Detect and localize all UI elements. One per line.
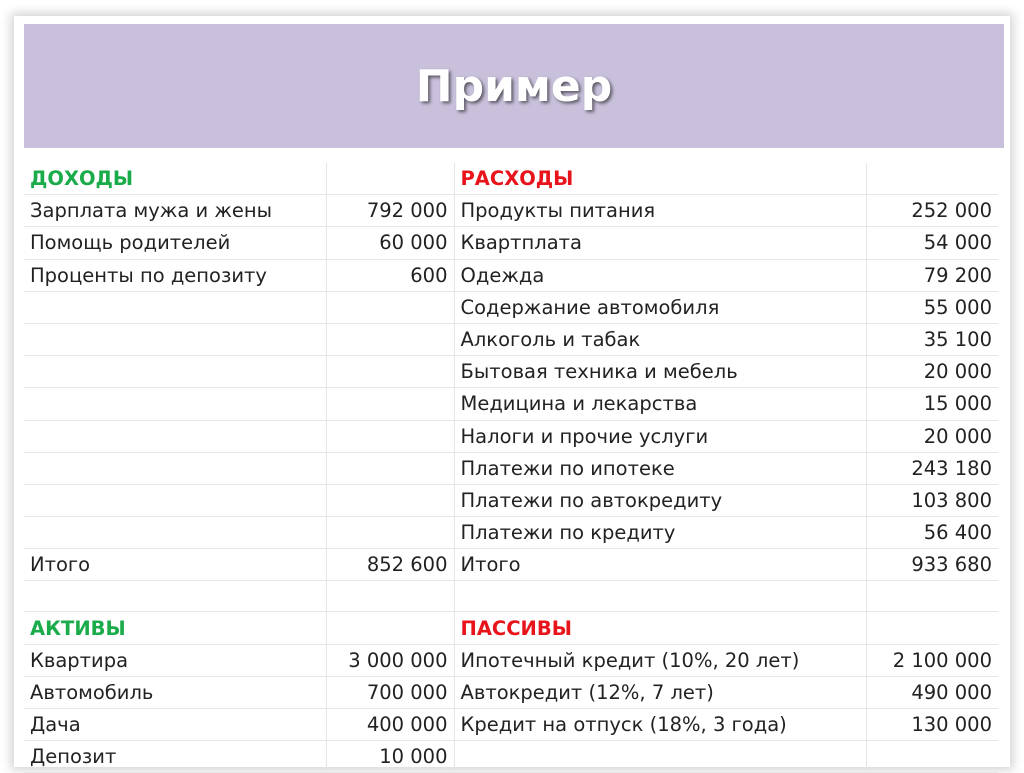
expense-label: Содержание автомобиля — [454, 291, 866, 323]
table-row — [24, 676, 998, 708]
table-row — [24, 291, 998, 323]
expense-value: 252 000 — [866, 195, 998, 227]
expense-value: 35 100 — [866, 323, 998, 355]
table-row — [24, 741, 998, 773]
table-row — [24, 356, 998, 388]
table-row — [24, 259, 998, 291]
expenses-header: РАСХОДЫ — [454, 163, 866, 195]
liability-label: Кредит на отпуск (18%, 3 года) — [454, 709, 866, 741]
asset-value: 10 000 — [326, 741, 454, 773]
income-label: Помощь родителей — [24, 227, 326, 259]
asset-label: Квартира — [24, 644, 326, 676]
section-header-row — [24, 163, 998, 195]
liability-label: Ипотечный кредит (10%, 20 лет) — [454, 644, 866, 676]
expense-value: 54 000 — [866, 227, 998, 259]
expense-label: Алкоголь и табак — [454, 323, 866, 355]
table-row — [24, 644, 998, 676]
expense-value: 79 200 — [866, 259, 998, 291]
table-row — [24, 517, 998, 549]
income-label: Проценты по депозиту — [24, 259, 326, 291]
expense-value: 243 180 — [866, 452, 998, 484]
liability-value: 130 000 — [866, 709, 998, 741]
income-total-value: 852 600 — [326, 549, 454, 581]
income-total-label: Итого — [24, 549, 326, 581]
expense-value: 103 800 — [866, 484, 998, 516]
income-value: 60 000 — [326, 227, 454, 259]
assets-header: АКТИВЫ — [24, 612, 326, 644]
asset-label: Автомобиль — [24, 676, 326, 708]
liabilities-header: ПАССИВЫ — [454, 612, 866, 644]
expense-label: Одежда — [454, 259, 866, 291]
table-row — [24, 195, 998, 227]
expense-label: Платежи по кредиту — [454, 517, 866, 549]
liability-label: Автокредит (12%, 7 лет) — [454, 676, 866, 708]
budget-table — [24, 163, 998, 773]
expense-label: Налоги и прочие услуги — [454, 420, 866, 452]
expense-label: Платежи по ипотеке — [454, 452, 866, 484]
expense-label: Бытовая техника и мебель — [454, 356, 866, 388]
expense-label: Продукты питания — [454, 195, 866, 227]
totals-row — [24, 549, 998, 581]
expense-value: 15 000 — [866, 388, 998, 420]
asset-label: Дача — [24, 709, 326, 741]
liability-value: 2 100 000 — [866, 644, 998, 676]
table-row — [24, 484, 998, 516]
table-row — [24, 227, 998, 259]
expense-label: Квартплата — [454, 227, 866, 259]
section-header-row — [24, 612, 998, 644]
expenses-total-label: Итого — [454, 549, 866, 581]
table-row — [24, 323, 998, 355]
asset-value: 700 000 — [326, 676, 454, 708]
table-row — [24, 452, 998, 484]
income-value: 600 — [326, 259, 454, 291]
table-row — [24, 709, 998, 741]
expense-value: 56 400 — [866, 517, 998, 549]
asset-value: 400 000 — [326, 709, 454, 741]
expenses-total-value: 933 680 — [866, 549, 998, 581]
asset-label: Депозит — [24, 741, 326, 773]
income-value: 792 000 — [326, 195, 454, 227]
expense-value: 55 000 — [866, 291, 998, 323]
page-title: Пример — [415, 60, 613, 112]
income-header: ДОХОДЫ — [24, 163, 326, 195]
liability-value: 490 000 — [866, 676, 998, 708]
income-label: Зарплата мужа и жены — [24, 195, 326, 227]
table-row — [24, 388, 998, 420]
expense-label: Платежи по автокредиту — [454, 484, 866, 516]
asset-value: 3 000 000 — [326, 644, 454, 676]
expense-label: Медицина и лекарства — [454, 388, 866, 420]
spacer-row — [24, 581, 998, 612]
table-row — [24, 420, 998, 452]
title-bar — [24, 24, 1004, 148]
expense-value: 20 000 — [866, 420, 998, 452]
expense-value: 20 000 — [866, 356, 998, 388]
